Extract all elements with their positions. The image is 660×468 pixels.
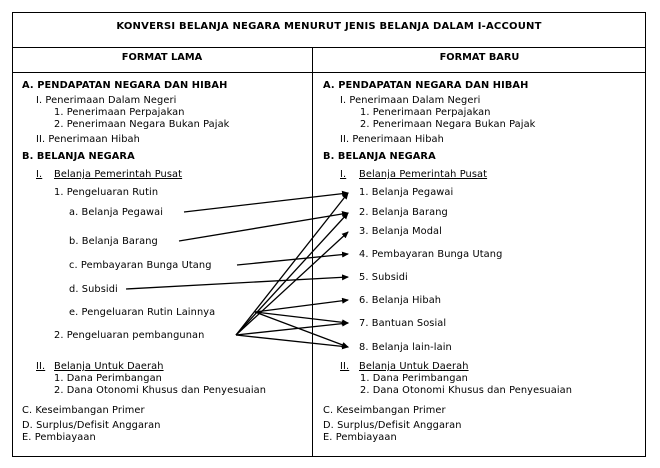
arrow-subsidi xyxy=(126,277,348,289)
right-dana-perimbangan: 1. Dana Perimbangan xyxy=(360,373,468,384)
left-bunga-utang: c. Pembayaran Bunga Utang xyxy=(69,260,212,271)
left-belanja-barang: b. Belanja Barang xyxy=(69,236,158,247)
left-rutin-lainnya: e. Pengeluaran Rutin Lainnya xyxy=(69,307,216,318)
left-subsidi: d. Subsidi xyxy=(69,284,118,295)
left-penerimaan-perpajakan: 1. Penerimaan Perpajakan xyxy=(54,107,185,118)
left-dana-perimbangan: 1. Dana Perimbangan xyxy=(54,373,162,384)
left-pembiayaan: E. Pembiayaan xyxy=(22,432,96,443)
left-pengeluaran-rutin: 1. Pengeluaran Rutin xyxy=(54,187,159,198)
header-format-baru: FORMAT BARU xyxy=(439,52,520,63)
header-format-lama: FORMAT LAMA xyxy=(121,52,203,63)
left-belanja-pegawai: a. Belanja Pegawai xyxy=(69,207,164,218)
right-belanja-negara: B. BELANJA NEGARA xyxy=(323,151,436,162)
right-pnbp: 2. Penerimaan Negara Bukan Pajak xyxy=(360,119,536,130)
arrow-pemb-modal xyxy=(236,232,348,335)
right-penerimaan-hibah: II. Penerimaan Hibah xyxy=(340,134,444,145)
right-bunga-utang: 4. Pembayaran Bunga Utang xyxy=(359,249,503,260)
right-belanja-pegawai: 1. Belanja Pegawai xyxy=(359,187,454,198)
right-bud-num: II. xyxy=(340,361,350,372)
right-subsidi: 5. Subsidi xyxy=(359,272,408,283)
left-dana-otsus: 2. Dana Otonomi Khusus dan Penyesuaian xyxy=(54,385,267,396)
right-keseimbangan-primer: C. Keseimbangan Primer xyxy=(323,405,446,416)
table-title: KONVERSI BELANJA NEGARA MENURUT JENIS BELANJA DALAM I-ACCOUNT xyxy=(116,21,542,32)
left-pendapatan: A. PENDAPATAN NEGARA DAN HIBAH xyxy=(22,80,228,91)
right-belanja-pemerintah-pusat: Belanja Pemerintah Pusat xyxy=(359,169,488,180)
right-bpp-num: I. xyxy=(340,169,347,180)
arrow-rutin-hibah xyxy=(255,300,348,312)
right-belanja-lain-lain: 8. Belanja lain-lain xyxy=(359,342,452,353)
left-penerimaan-dalam-negeri: I. Penerimaan Dalam Negeri xyxy=(36,95,177,106)
right-belanja-hibah: 6. Belanja Hibah xyxy=(359,295,442,306)
right-bantuan-sosial: 7. Bantuan Sosial xyxy=(359,318,447,329)
left-belanja-negara: B. BELANJA NEGARA xyxy=(22,151,135,162)
left-belanja-untuk-daerah: Belanja Untuk Daerah xyxy=(54,361,164,372)
right-dana-otsus: 2. Dana Otonomi Khusus dan Penyesuaian xyxy=(360,385,573,396)
right-surplus-defisit: D. Surplus/Defisit Anggaran xyxy=(323,420,462,431)
left-belanja-pemerintah-pusat: Belanja Pemerintah Pusat xyxy=(54,169,183,180)
arrow-pemb-bansos xyxy=(236,323,348,335)
right-belanja-modal: 3. Belanja Modal xyxy=(359,226,442,237)
right-penerimaan-perpajakan: 1. Penerimaan Perpajakan xyxy=(360,107,491,118)
right-penerimaan-dalam-negeri: I. Penerimaan Dalam Negeri xyxy=(340,95,481,106)
right-pendapatan: A. PENDAPATAN NEGARA DAN HIBAH xyxy=(323,80,529,91)
left-pnbp: 2. Penerimaan Negara Bukan Pajak xyxy=(54,119,230,130)
left-pengeluaran-pembangunan: 2. Pengeluaran pembangunan xyxy=(54,330,205,341)
right-belanja-untuk-daerah: Belanja Untuk Daerah xyxy=(359,361,469,372)
left-keseimbangan-primer: C. Keseimbangan Primer xyxy=(22,405,145,416)
left-surplus-defisit: D. Surplus/Defisit Anggaran xyxy=(22,420,161,431)
right-belanja-barang: 2. Belanja Barang xyxy=(359,207,448,218)
left-bud-num: II. xyxy=(36,361,46,372)
arrow-pegawai xyxy=(184,193,348,212)
arrow-barang xyxy=(179,213,348,241)
left-bpp-num: I. xyxy=(36,169,43,180)
left-penerimaan-hibah: II. Penerimaan Hibah xyxy=(36,134,140,145)
right-pembiayaan: E. Pembiayaan xyxy=(323,432,397,443)
